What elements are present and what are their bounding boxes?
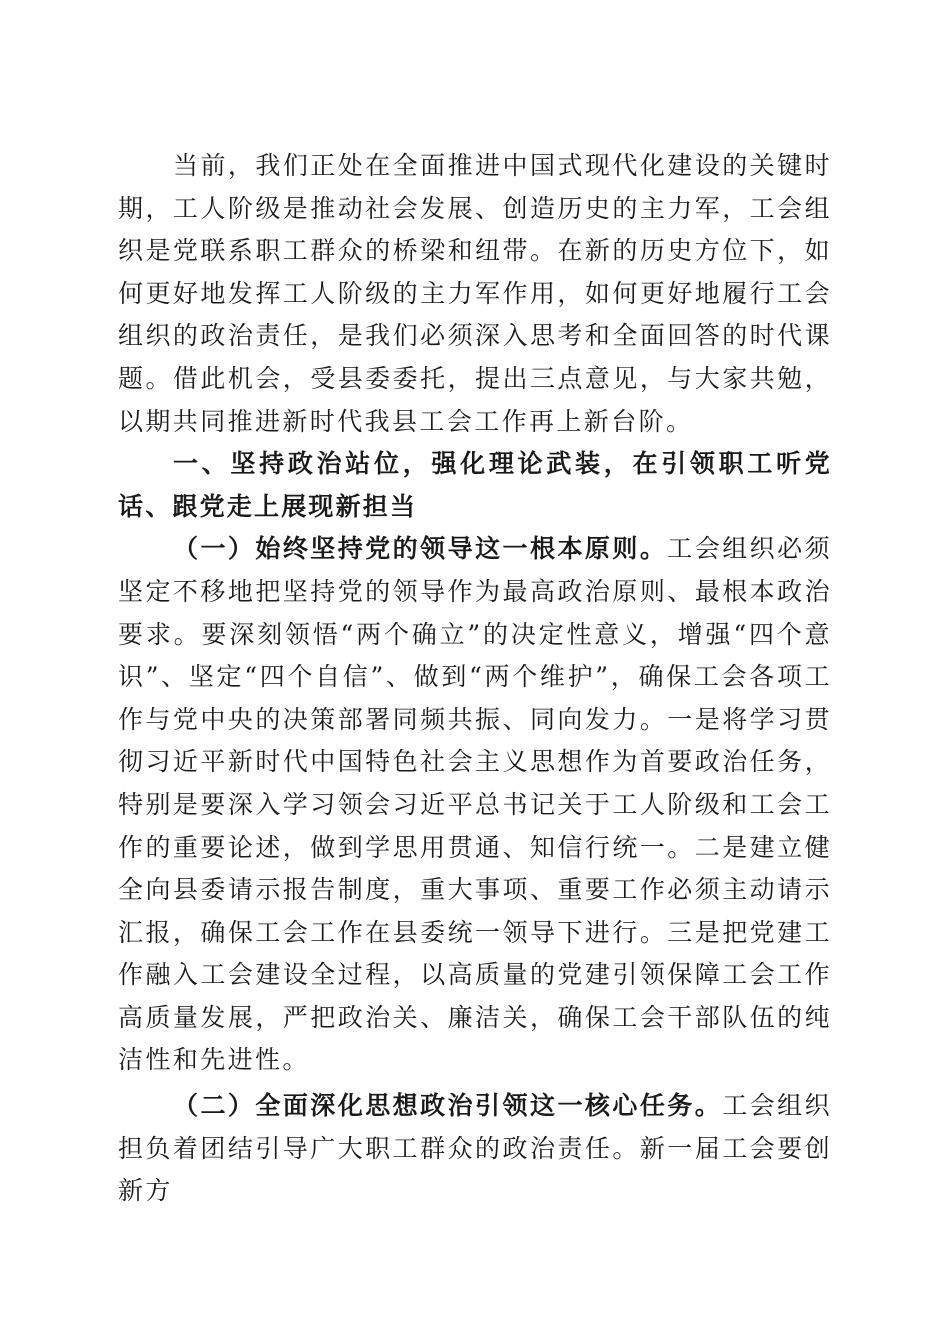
subsection-1-body: 工会组织必须坚定不移地把坚持党的领导作为最高政治原则、最根本政治要求。要深刻领悟“两个确立”的决定性意义，增强“四个意识”、坚定“四个自信”、做到“两个维护”，确保工会各项工作与党中央的决策部署同频共振、同向发力。一是将学习贯彻习近平新时代中国特色社会主义思想作为首要政治任务，特别是要深入学习领会习近平总书记关于工人阶级和工会工作的重要论述，做到学思用贯通、知信行统一。二是建立健全向县委请示报告制度，重大事项、重要工作必须主动请示汇报，确保工会工作在县委统一领导下进行。三是把党建工作融入工会建设全过程，以高质量的党建引领保障工会工作高质量发展，严把政治关、廉洁关，确保工会干部队伍的纯洁性和先进性。 <box>118 534 832 1075</box>
subsection-1-lead: （一）始终坚持党的领导这一根本原则。 <box>173 534 668 564</box>
section-heading-1: 一、坚持政治站位，强化理论武装，在引领职工听党话、跟党走上展现新担当 <box>118 449 832 521</box>
subsection-2-body: 工会组织担负着团结引导广大职工群众的政治责任。新一届工会要创新方 <box>118 1091 832 1206</box>
subsection-2-lead: （二）全面深化思想政治引领这一核心任务。 <box>173 1091 723 1121</box>
intro-paragraph: 当前，我们正处在全面推进中国式现代化建设的关键时期，工人阶级是推动社会发展、创造历史的主力军，工会组织是党联系职工群众的桥梁和纽带。在新的历史方位下，如何更好地发挥工人阶级的主力军作用，如何更好地履行工会组织的政治责任，是我们必须深入思考和全面回答的时代课题。借此机会，受县委委托，提出三点意见，与大家共勉，以期共同推进新时代我县工会工作再上新台阶。 <box>118 151 832 436</box>
subsection-2-paragraph <box>118 1085 832 1213</box>
document-body <box>118 145 832 1213</box>
subsection-1-paragraph <box>118 528 832 1082</box>
